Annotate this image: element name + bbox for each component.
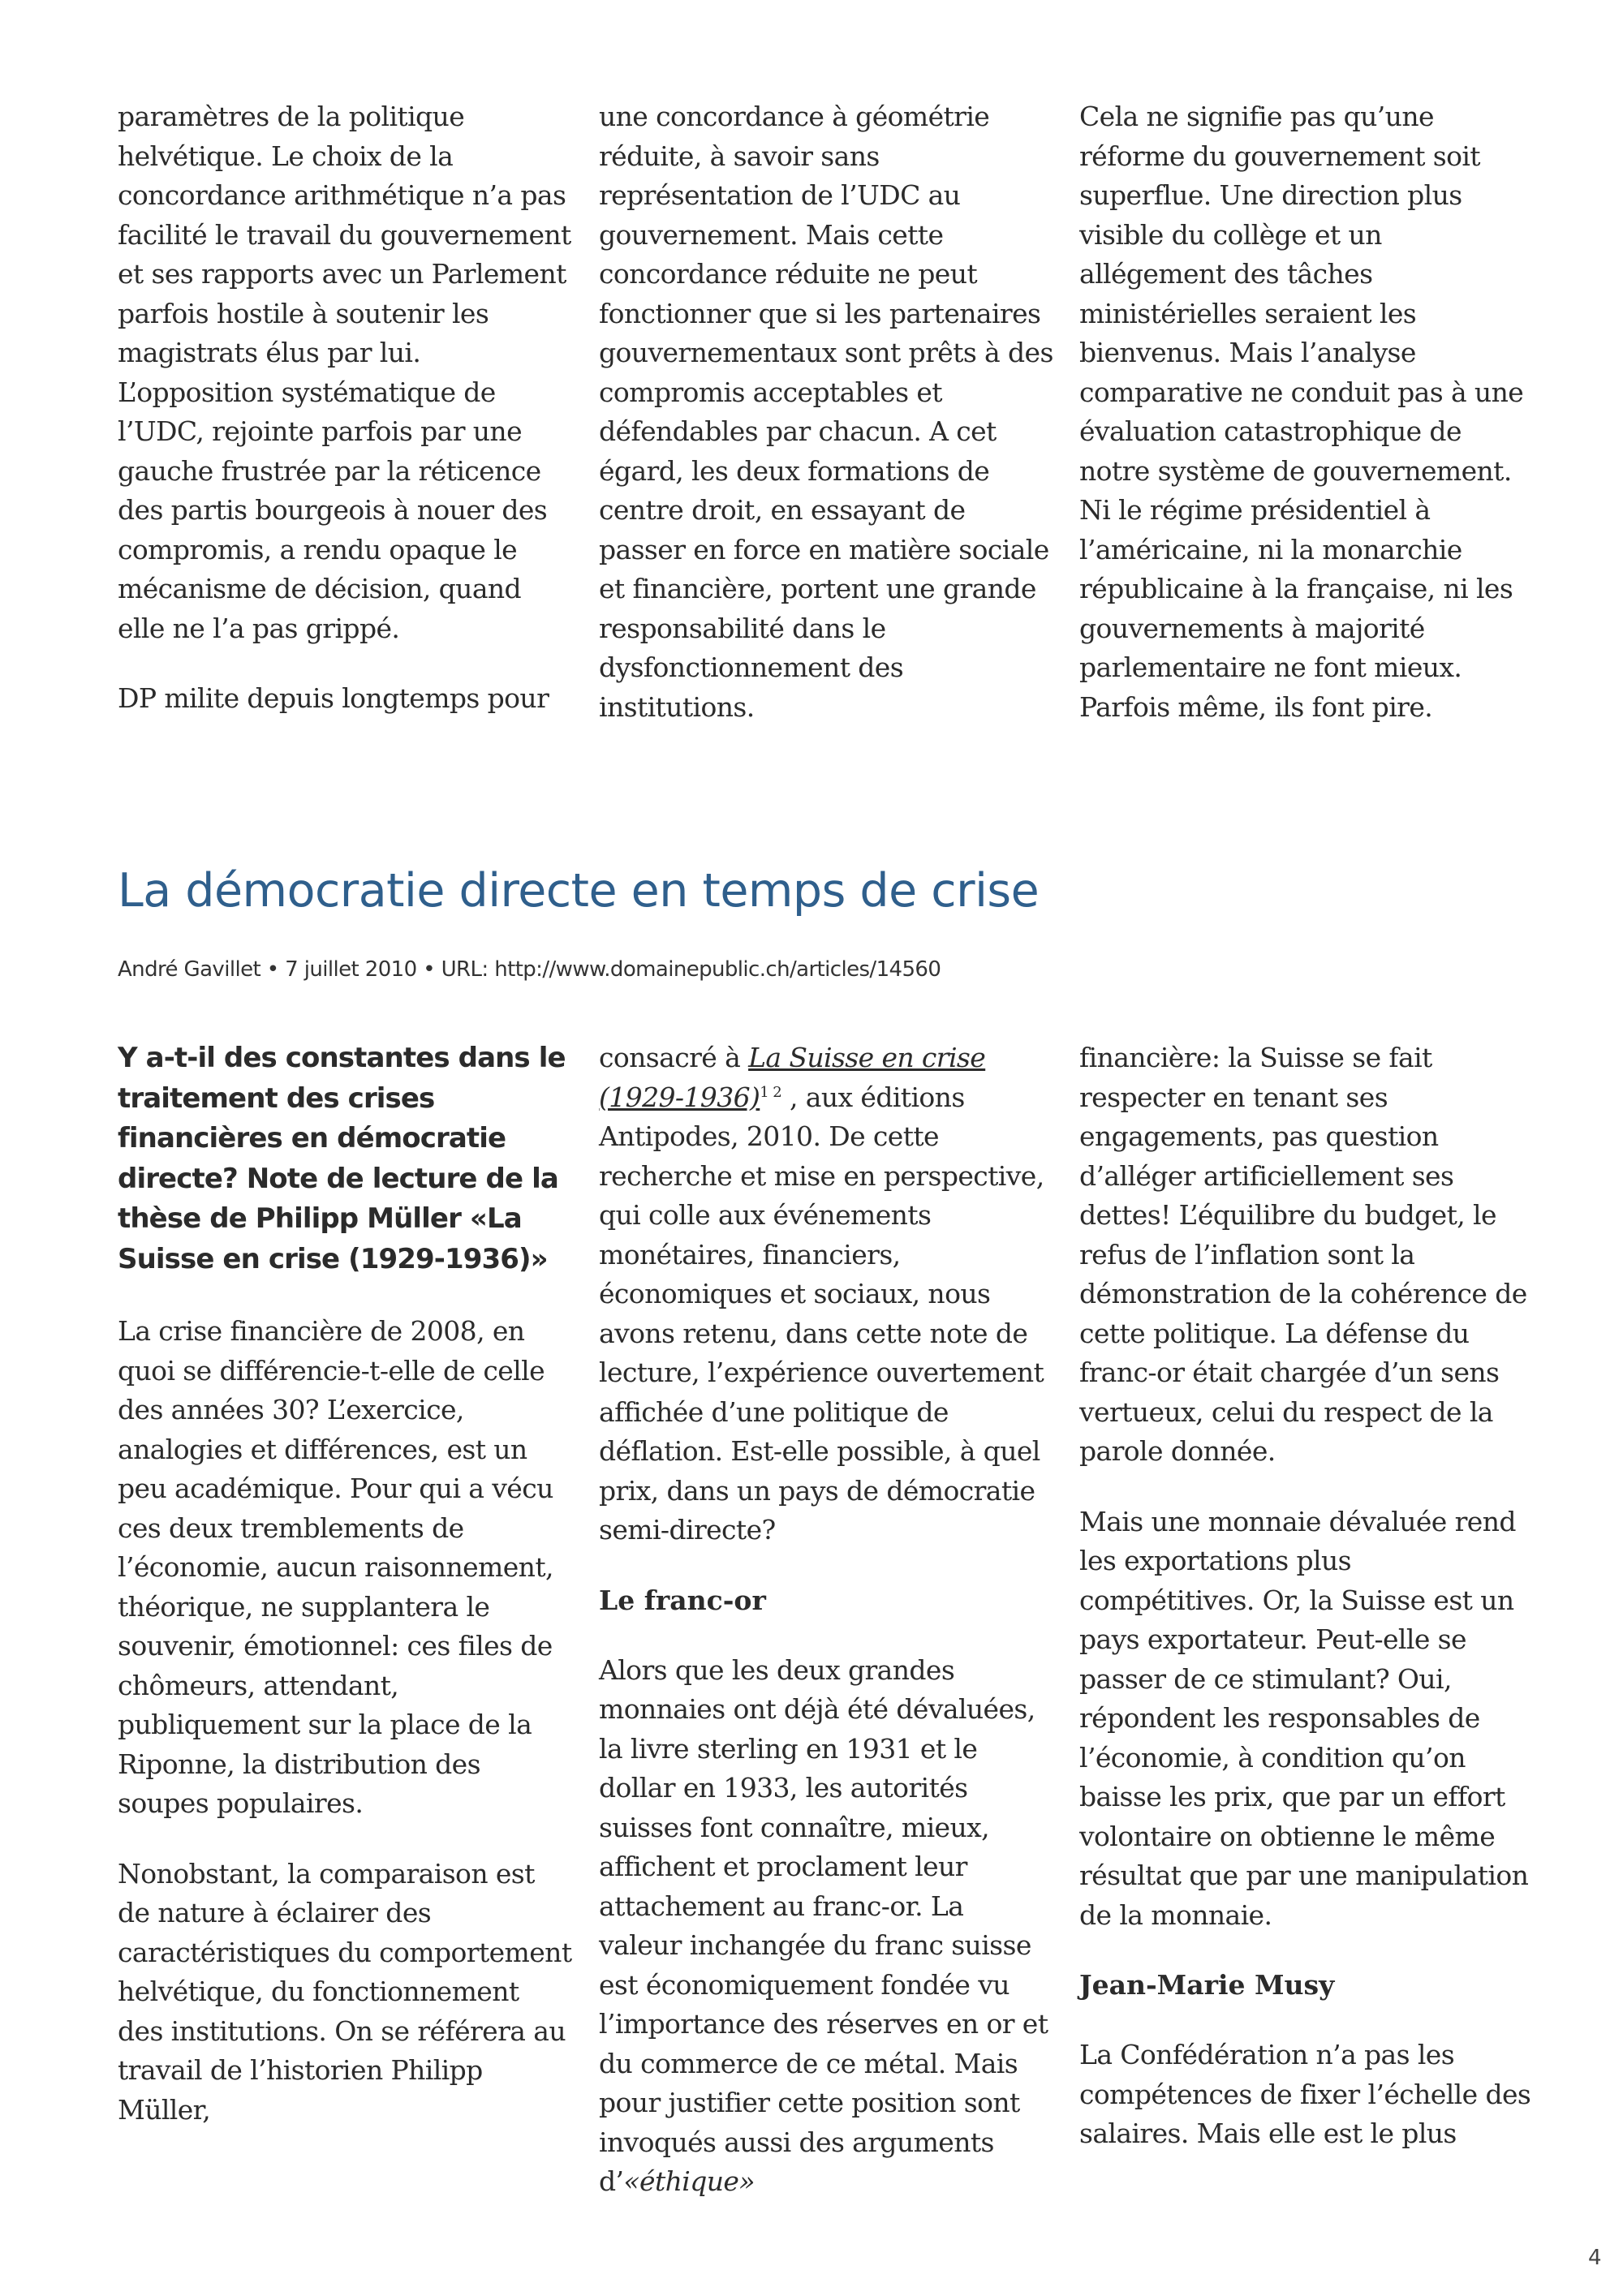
top-column-1 xyxy=(118,97,572,750)
top-column-2 xyxy=(599,97,1053,758)
article-lead: Y a-t-il des constantes dans le traitement des crises financières en démocratie directe? Note de lecture de la thèse de Philipp Müller «La Suisse en crise (1929-1936)» xyxy=(118,1042,566,1275)
top-column-3 xyxy=(1079,97,1534,758)
page-number: 4 xyxy=(1588,2246,1602,2270)
paragraph: La crise financière de 2008, en quoi se différencie-t-elle de celle des années 30? L’exercice, analogies et différences, est un peu académique. Pour qui a vécu ces deux tremblements de l’économie, aucun raisonnement, théorique, ne supplantera le souvenir, émotionnel: ces files de chômeurs, attendant, publiquement sur la place de la Riponne, la distribution des soupes populaires. xyxy=(118,1315,553,1819)
paragraph: Mais une monnaie dévaluée rend les exportations plus compétitives. Or, la Suisse est un pays exportateur. Peut-elle se passer de ce stimulant? Oui, répondent les responsables de l’économie, à condition qu’on baisse les prix, que par un effort volontaire on obtienne le même résultat que par une manipulation de la monnaie. xyxy=(1079,1505,1529,1931)
paragraph: une concordance à géométrie réduite, à savoir sans représentation de l’UDC au gouvernement. Mais cette concordance réduite ne peut fonctionner que si les partenaires gouvernementaux sont prêts à des compromis acceptables et défendables par chacun. A cet égard, les deux formations de centre droit, en essayant de passer en force en matière sociale et financière, portent une grande responsabilité dans le dysfonctionnement des institutions. xyxy=(599,101,1053,723)
italic-text: «éthique» xyxy=(623,2165,755,2197)
text-span: Alors que les deux grandes monnaies ont déjà été dévaluées, la livre sterling en 1931 et le dollar en 1933, les autorités suisses font connaître, mieux, affichent et proclament leur attachement au franc-or. La valeur inchangée du franc suisse est économiquement fondée vu l’importance des réserves en or et du commerce de ce métal. Mais pour justifier cette position sont invoqués aussi des arguments d’ xyxy=(599,1653,1048,2197)
paragraph: DP milite depuis longtemps pour xyxy=(118,682,549,714)
paragraph: Cela ne signifie pas qu’une réforme du gouvernement soit superflue. Une direction plus visible du collège et un allégement des tâches ministérielles seraient les bienvenus. Mais l’analyse comparative ne conduit pas à une évaluation catastrophique de notre système de gouvernement. Ni le régime présidentiel à l’américaine, ni la monarchie républicaine à la française, ni les gouvernements à majorité parlementaire ne font mieux. Parfois même, ils font pire. xyxy=(1079,101,1524,723)
footnote-refs[interactable]: 1 2 xyxy=(760,1083,782,1101)
article-column-3 xyxy=(1079,1038,1534,2185)
paragraph xyxy=(599,1038,1053,1550)
article-column-1 xyxy=(118,1038,572,2161)
article-column-2 xyxy=(599,1038,1053,2233)
text-span: , aux éditions Antipodes, 2010. De cette recherche et mise en perspective, qui colle aux événements monétaires, financiers, économiques et sociaux, nous avons retenu, dans cette note de lecture, l’expérience ouvertement affichée d’une politique de déflation. Est-elle possible, à quel prix, dans un pays de démocratie semi-directe? xyxy=(599,1081,1044,1546)
text-span: consacré à xyxy=(599,1042,749,1073)
paragraph: paramètres de la politique helvétique. Le choix de la concordance arithmétique n’a pas facilité le travail du gouvernement et ses rapports avec un Parlement parfois hostile à soutenir les magistrats élus par lui. L’opposition systématique de l’UDC, rejointe parfois par une gauche frustrée par la réticence des partis bourgeois à nouer des compromis, a rendu opaque le mécanisme de décision, quand elle ne l’a pas grippé. xyxy=(118,101,571,644)
paragraph: Nonobstant, la comparaison est de nature à éclairer des caractéristiques du comportement helvétique, du fonctionnement des institutions. On se référera au travail de l’historien Philipp Müller, xyxy=(118,1857,572,2126)
subheading: Le franc-or xyxy=(599,1584,766,1616)
book-link[interactable]: La Suisse en crise (1929-1936) xyxy=(599,1042,986,1113)
paragraph xyxy=(599,1651,1053,2202)
article-title: La démocratie directe en temps de crise xyxy=(118,864,1040,918)
paragraph: La Confédération n’a pas les compétences de fixer l’échelle des salaires. Mais elle est le plus xyxy=(1079,2039,1531,2149)
article-byline: André Gavillet • 7 juillet 2010 • URL: http://www.domainepublic.ch/articles/14560 xyxy=(118,957,941,982)
subheading: Jean-Marie Musy xyxy=(1079,1969,1335,2001)
paragraph: financière: la Suisse se fait respecter en tenant ses engagements, pas question d’alléger artificiellement ses dettes! L’équilibre du budget, le refus de l’inflation sont la démonstration de la cohérence de cette politique. La défense du franc-or était chargée d’un sens vertueux, celui du respect de la parole donnée. xyxy=(1079,1042,1527,1467)
